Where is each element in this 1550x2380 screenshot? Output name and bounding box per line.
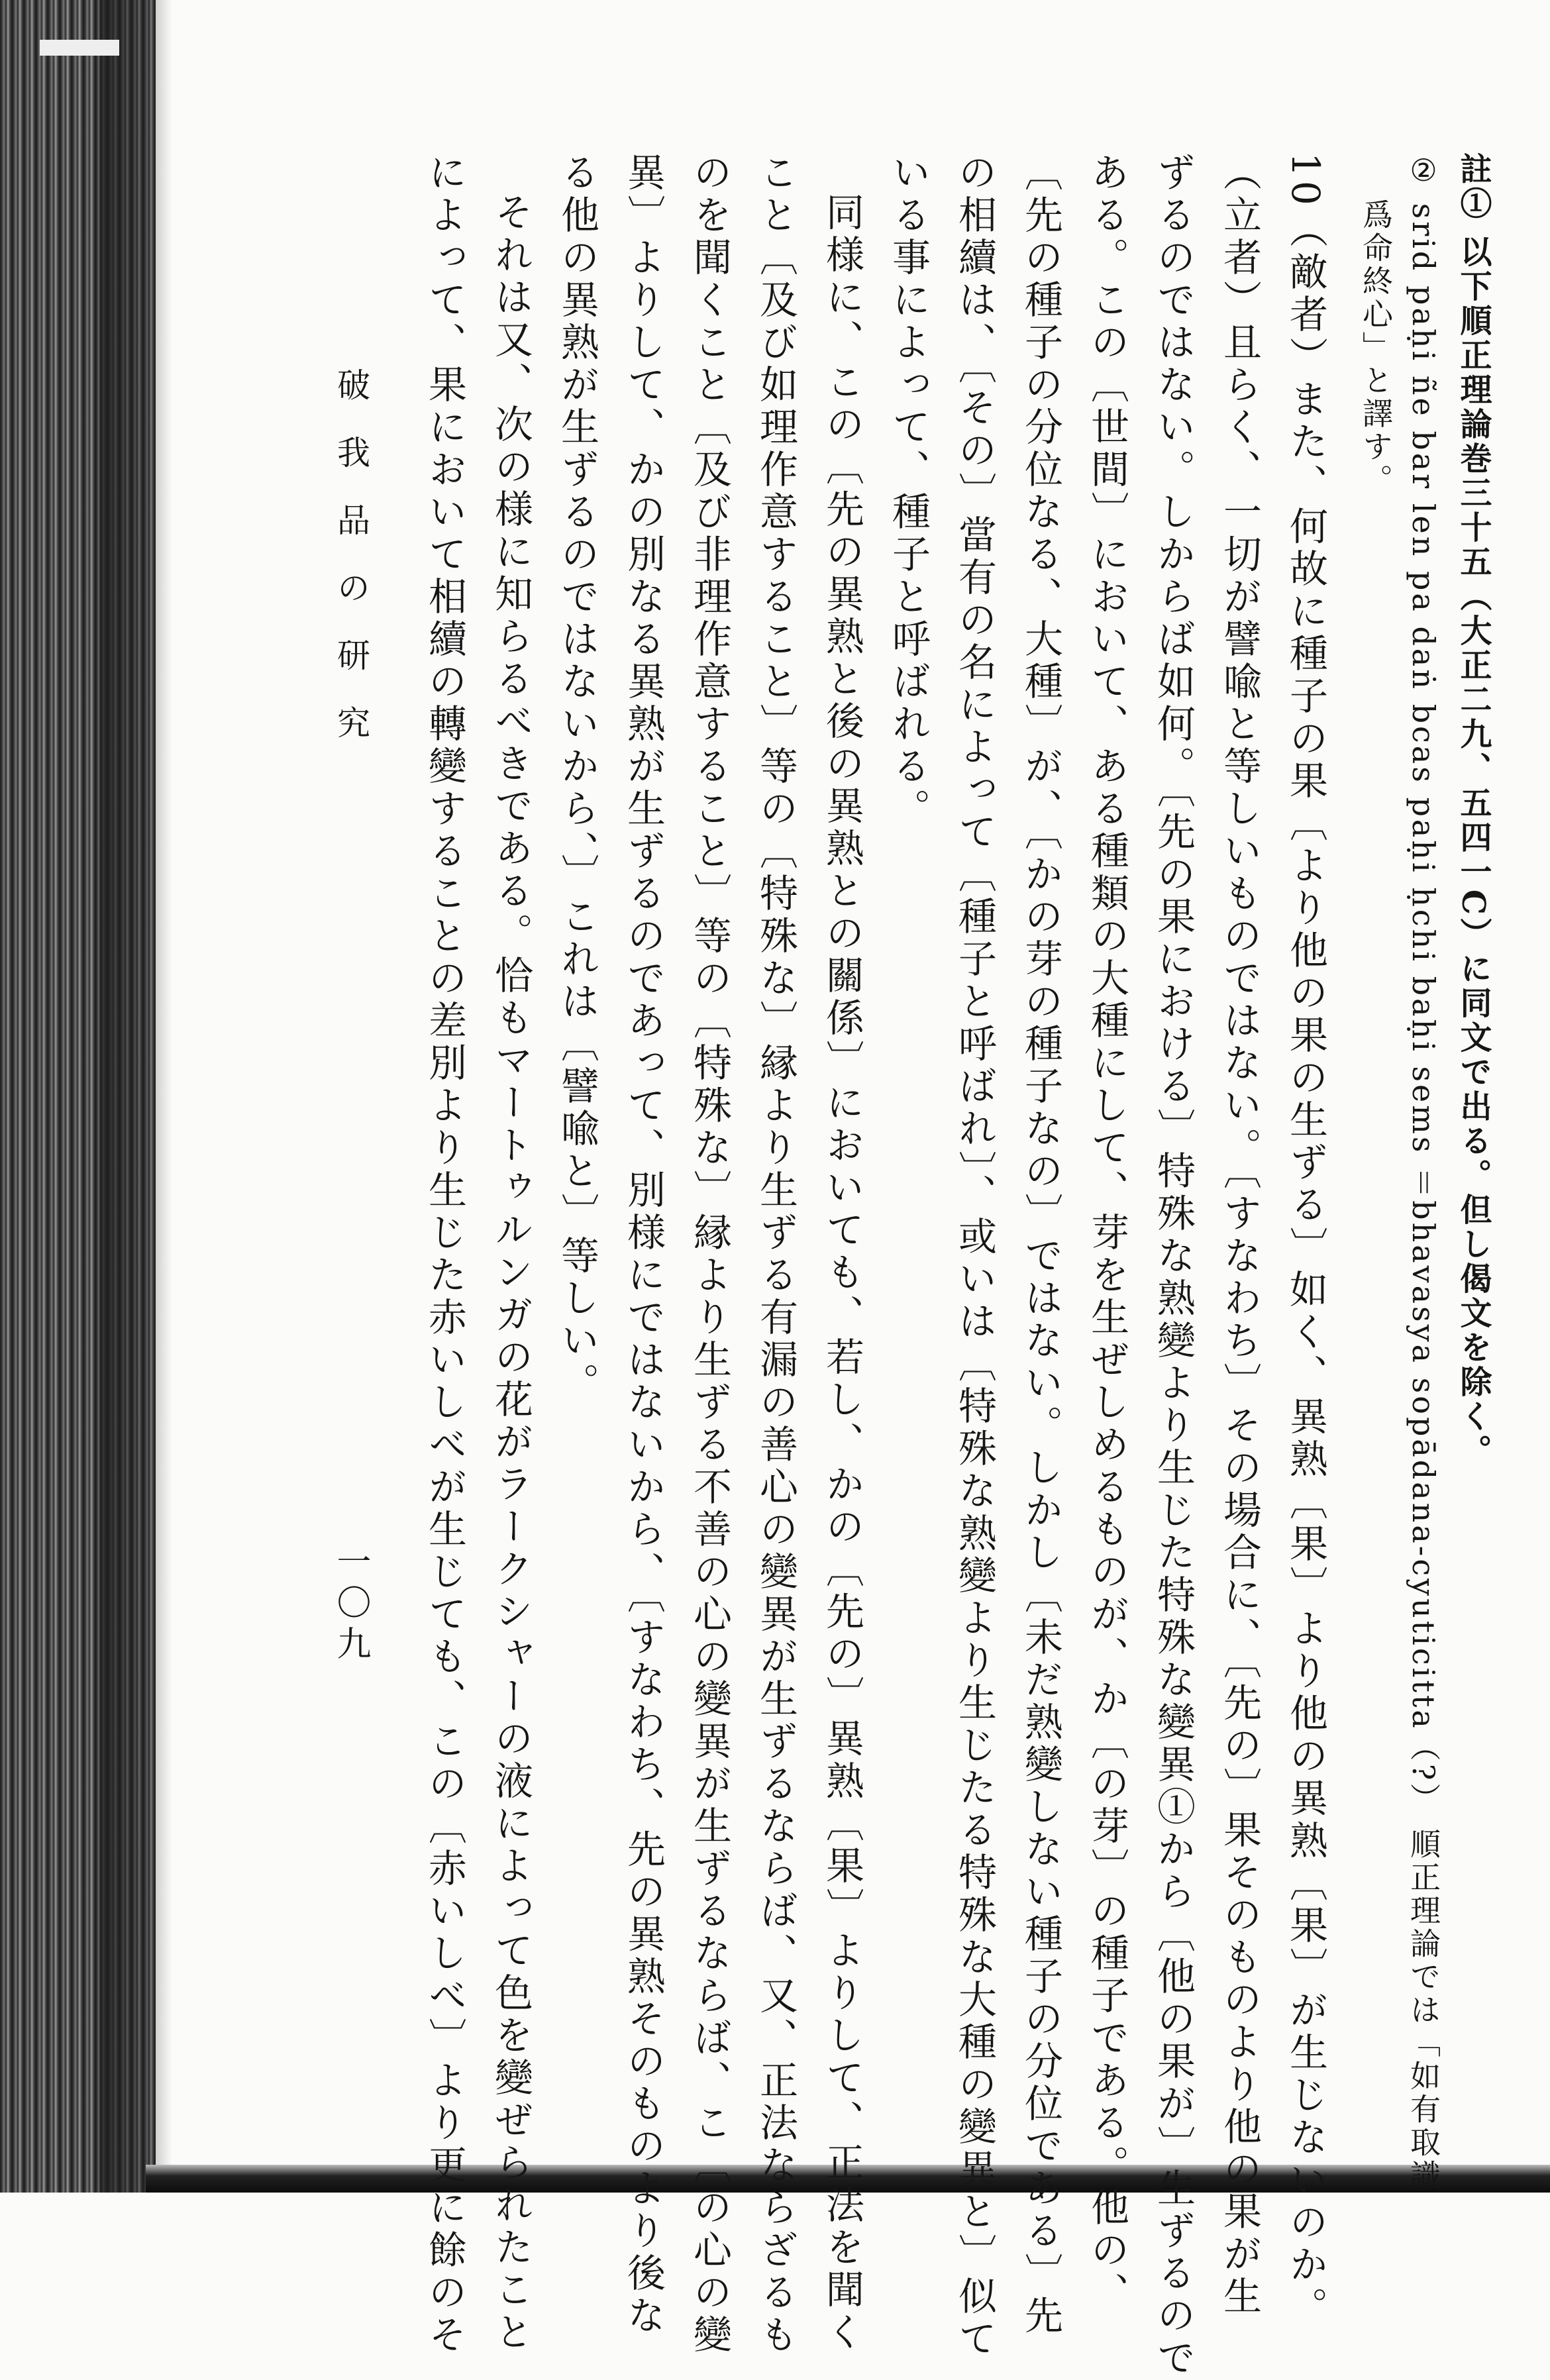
body-line-6: の相續は、〔その〕當有の名によって〔種子と呼ばれ〕、或いは〔特殊な熟變より生じたる特殊な大種の變異と〕似て — [952, 152, 997, 2361]
body-line-5: 〔先の種子の分位なる、大種〕が、〔かの芽の種子なの〕ではない。しかし〔未だ熟變しない種子の分位である〕先 — [1018, 152, 1063, 2338]
footnote-2: ② srid paḥi ñe bar len pa daṅ bcas paḥi ḥchi baḥi sems ＝bhavasya sopādana-cyuticitta（?） 順正理論では「如有取識 — [1406, 152, 1441, 2193]
scan-binding-gradient — [99, 0, 172, 2193]
running-footer: 破我品の研究 — [332, 368, 370, 773]
body-line-4: ある。この〔世間〕において、ある種類の大種にして、芽を生ぜしめるものが、か〔の芽〕の種子である。他の、 — [1084, 152, 1129, 2314]
body-line-7: いる事によって、種子と呼ばれる。 — [886, 152, 931, 831]
body-line-8: 同様に、この〔先の異熟と後の異熟との關係〕においても、若し、かの〔先の〕異熟〔果〕よりして、正法を聞く — [819, 192, 864, 2354]
body-line-10: のを聞くこと〔及び非理作意すること〕等の〔特殊な〕縁より生ずる不善の心の變異が生ずるならば、こ〔の心の變 — [687, 152, 732, 2357]
footnote-2-continued: 爲命終心」と譯す。 — [1358, 199, 1394, 497]
body-line-14: によって、果において相續の轉變することの差別より生じた赤いしべが生じても、この〔赤いしべ〕より更に餘のそ — [422, 152, 467, 2357]
body-line-3: ずるのではない。しからば如何。〔先の果における〕特殊な熟變より生じた特殊な變異①から〔他の果が〕生ずるので — [1151, 152, 1196, 2380]
body-line-9: こと〔及び如理作意すること〕等の〔特殊な〕縁より生ずる有漏の善心の變異が生ずるならば、又、正法ならざるも — [753, 152, 798, 2357]
scan-corner-mark — [40, 40, 119, 56]
body-line-2: （立者）且らく、一切が譬喩と等しいものではない。〔すなわち〕その場合に、〔先の〕果そのものより他の果が生 — [1217, 152, 1262, 2318]
body-line-1: 10（敵者）また、何故に種子の果〔より他の果の生ずる〕如く、異熟〔果〕より他の異熟〔果〕が生じないのか。 — [1283, 152, 1328, 2329]
body-line-11: 異〕よりして、かの別なる異熟が生ずるのであって、別様にではないから、〔すなわち、先の異熟そのものより後な — [621, 152, 666, 2338]
body-line-12: る他の異熟が生ずるのではないから、〕これは〔譬喩と〕等しい。 — [554, 152, 599, 1405]
page-number: 一〇九 — [331, 1543, 370, 1667]
footnote-1: 註① 以下順正理論巻三十五（大正二九、五四一C）に同文で出る。但し偈文を除く。 — [1455, 152, 1492, 1469]
body-line-13: それは又、次の様に知らるべきである。恰もマートゥルンガの花がラークシャーの液によって色を變ぜられたこと — [488, 192, 533, 2354]
